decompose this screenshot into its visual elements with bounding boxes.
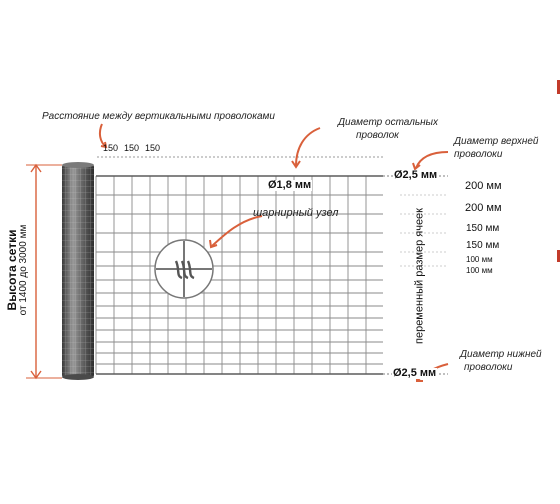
height-range: от 1400 до 3000 мм	[18, 224, 29, 316]
bottom-wire-diameter-value: Ø2,5 мм	[393, 367, 437, 379]
bottom-wire-diameter-label-line1: Диаметр нижней	[460, 349, 542, 360]
row-height-5: 100 мм	[466, 255, 493, 264]
top-wire-diameter-value: Ø2,5 мм	[394, 169, 438, 181]
pointer-arrow-icon	[100, 124, 448, 381]
spacing-value-2: 150	[124, 143, 140, 153]
row-height-1: 200 мм	[465, 180, 502, 192]
row-height-4: 150 мм	[466, 240, 500, 251]
spacing-value-3: 150	[145, 143, 161, 153]
other-wire-diameter-value: Ø1,8 мм	[268, 179, 312, 191]
row-height-6: 100 мм	[466, 266, 493, 275]
height-title: Высота сетки	[5, 229, 19, 311]
variable-cell-size-label: переменный размер ячеек	[413, 208, 426, 344]
top-wire-diameter-label-line1: Диаметр верхней	[454, 136, 539, 147]
hinge-knot-label: шарнирный узел	[253, 207, 339, 219]
other-wire-diameter-label-line2: проволок	[356, 130, 399, 141]
other-wire-diameter-label-line1: Диаметр остальных	[338, 117, 439, 128]
row-height-3: 150 мм	[466, 223, 500, 234]
top-wire-diameter-label-line2: проволоки	[454, 149, 503, 160]
wire-mesh	[96, 176, 383, 374]
spacing-value-1: 150	[103, 143, 119, 153]
spacing-label: Расстояние между вертикальными проволоками	[42, 111, 275, 122]
row-height-2: 200 мм	[465, 202, 502, 214]
bottom-wire-diameter-label-line2: проволоки	[464, 362, 513, 373]
hinge-knot-icon	[155, 240, 213, 298]
height-dimension-line	[26, 165, 62, 378]
wire-roll-icon	[62, 162, 94, 380]
